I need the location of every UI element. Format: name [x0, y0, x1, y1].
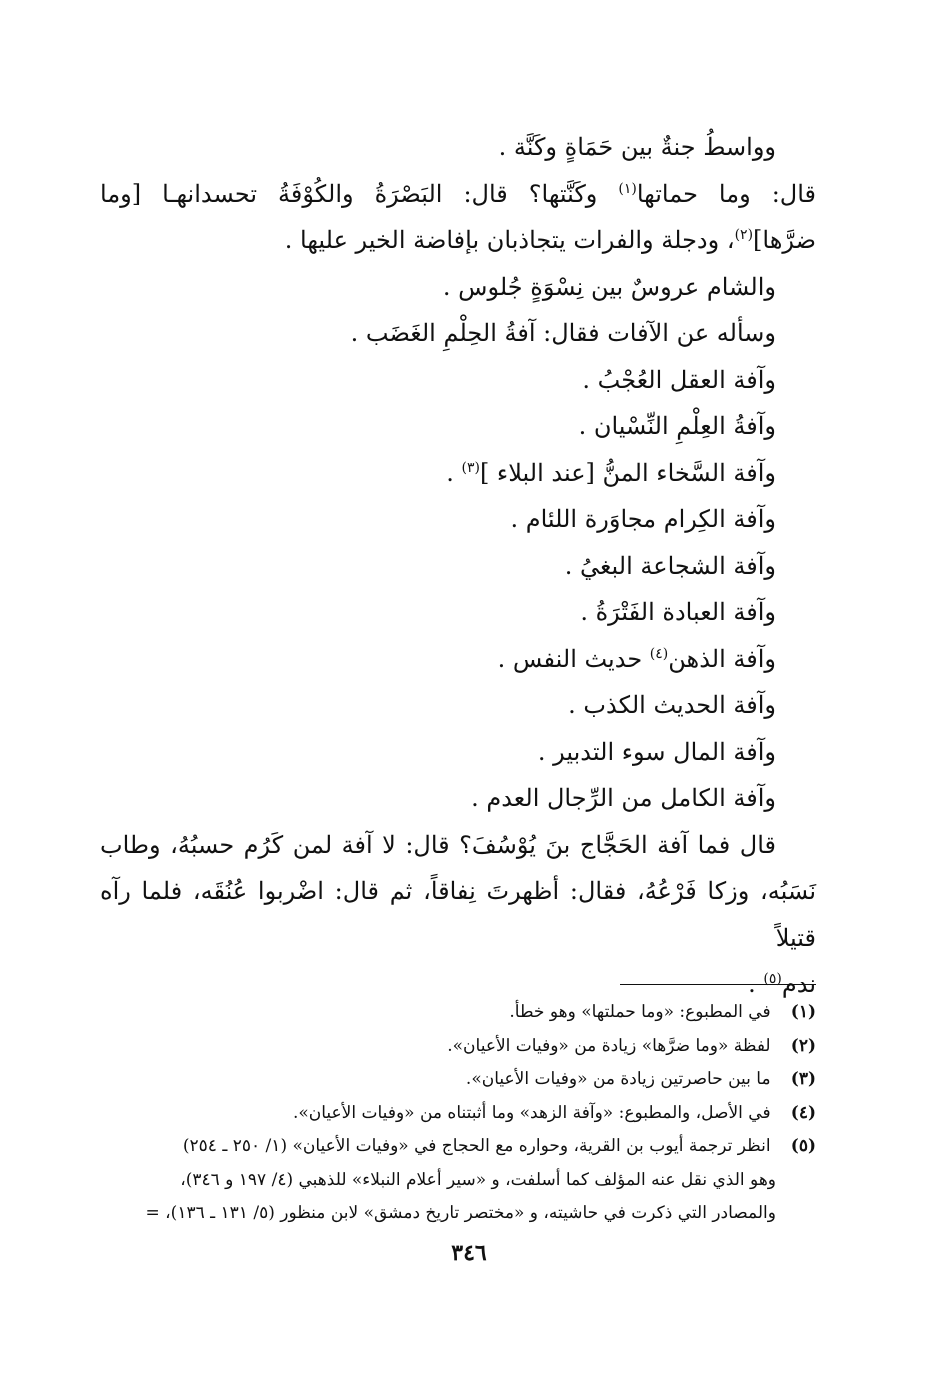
paragraph-line — [100, 868, 816, 961]
text-span: ضرَّها] — [753, 226, 816, 254]
text-span: قال: وما حماتها — [636, 179, 816, 208]
footnote-ref[interactable]: (٣) — [461, 459, 480, 476]
footnote-5-continued — [100, 1164, 816, 1198]
footnote-5 — [100, 1130, 816, 1164]
paragraph-line — [100, 310, 816, 357]
paragraph-line — [100, 217, 816, 264]
footnote-number: (٥) — [790, 1136, 816, 1156]
saying-line — [100, 403, 816, 450]
footnote-2 — [100, 1030, 816, 1064]
text-span: ، ودجلة والفرات يتجاذبان بإفاضة الخير عليها . — [284, 226, 735, 254]
text-span: . — [748, 970, 764, 998]
text-span: وآفة الحديث الكذب . — [568, 691, 776, 719]
footnote-3 — [100, 1063, 816, 1097]
text-span: وسأله عن الآفات فقال: آفةُ الحِلْمِ الغَضَب . — [350, 319, 776, 347]
text-span: حديث النفس . — [497, 644, 650, 673]
footnote-number: (٢) — [790, 1035, 816, 1056]
saying-line — [100, 636, 816, 683]
footnote-separator — [620, 984, 816, 985]
saying-line — [100, 729, 816, 776]
saying-line — [100, 589, 816, 636]
footnote-number: (٤) — [790, 1102, 816, 1123]
footnote-1 — [100, 996, 816, 1030]
main-text — [100, 124, 816, 1008]
text-span: نَسَبُه، وزكا فَرْعُهُ، فقال: أظهرتَ نِفاقاً، ثم قال: اضْربوا عُنُقَه، فلما رآه قتيلاً — [100, 877, 816, 952]
footnote-text: ما بين حاصرتين زيادة من «وفيات الأعيان». — [465, 1069, 771, 1089]
footnote-4 — [100, 1097, 816, 1131]
page-number: ٣٤٦ — [451, 1240, 487, 1266]
text-span: وآفة الذهن — [668, 644, 776, 673]
paragraph-line — [100, 822, 816, 869]
footnote-text: وهو الذي نقل عنه المؤلف كما أسلفت، و «سير أعلام النبلاء» للذهبي (٤/ ١٩٧ و ٣٤٦)، — [180, 1169, 776, 1190]
footnote-text: انظر ترجمة أيوب بن القرية، وحواره مع الحجاج في «وفيات الأعيان» (١/ ٢٥٠ ـ ٢٥٤) — [182, 1136, 771, 1156]
saying-line — [100, 682, 816, 729]
text-span: وكَنَّتها؟ قال: البَصْرَةُ والكُوْفَةُ تحسدانهـا [وما — [100, 179, 619, 208]
saying-line — [100, 775, 816, 822]
text-span: وآفة العقل العُجْبُ . — [582, 365, 776, 394]
footnote-ref[interactable]: (٥) — [763, 971, 782, 987]
text-span: وآفة السَّخاء المنُّ [عند البلاء ] — [479, 458, 776, 487]
text-span: وآفة العبادة الفَتْرَةُ . — [580, 598, 776, 626]
text-span: والشام عروسٌ بين نِسْوَةٍ جُلوس . — [442, 272, 776, 301]
footnote-5-continued — [100, 1197, 816, 1231]
footnote-ref[interactable]: (١) — [618, 180, 637, 197]
saying-line — [100, 357, 816, 404]
text-span: وآفة الكامل من الرِّجال العدم . — [471, 784, 776, 812]
text-span: قال فما آفة الحَجَّاج بنَ يُوْسُفَ؟ قال: لا آفة لمن كَرُم حسبُهُ، وطاب — [100, 830, 776, 859]
saying-line — [100, 543, 816, 590]
footnote-ref[interactable]: (٤) — [649, 645, 669, 662]
text-span: . — [446, 458, 462, 487]
text-span: وآفة الشجاعة البغيُ . — [564, 551, 776, 580]
footnote-text: في المطبوع: «وما حملتها» وهو خطأ. — [509, 1002, 771, 1022]
footnote-number: (٣) — [790, 1069, 816, 1089]
saying-line — [100, 496, 816, 543]
text-span: وواسطُ جنةٌ بين حَمَاةٍ وكَنَّة . — [498, 133, 776, 161]
footnote-text: في الأصل، والمطبوع: «وآفة الزهد» وما أثبتناه من «وفيات الأعيان». — [292, 1102, 771, 1123]
text-span: وآفة الكِرام مجاوَرة اللئام . — [510, 505, 776, 533]
text-span: وآفةُ العِلْمِ النِّسْيان . — [578, 412, 776, 440]
footnote-text: لفظة «وما ضرَّها» زيادة من «وفيات الأعيان». — [447, 1035, 771, 1056]
footnote-text: والمصادر التي ذكرت في حاشيته، و «مختصر تاريخ دمشق» لابن منظور (٥/ ١٣١ ـ ١٣٦)، = — [145, 1203, 776, 1223]
footnotes — [100, 996, 816, 1231]
verse-line — [100, 264, 816, 311]
paragraph-line — [100, 171, 816, 218]
text-span: ندم — [781, 970, 816, 998]
footnote-number: (١) — [790, 1002, 816, 1022]
footnote-ref[interactable]: (٢) — [734, 227, 754, 243]
saying-line — [100, 450, 816, 497]
verse-line-1 — [100, 124, 816, 171]
text-span: وآفة المال سوء التدبير . — [537, 737, 776, 766]
